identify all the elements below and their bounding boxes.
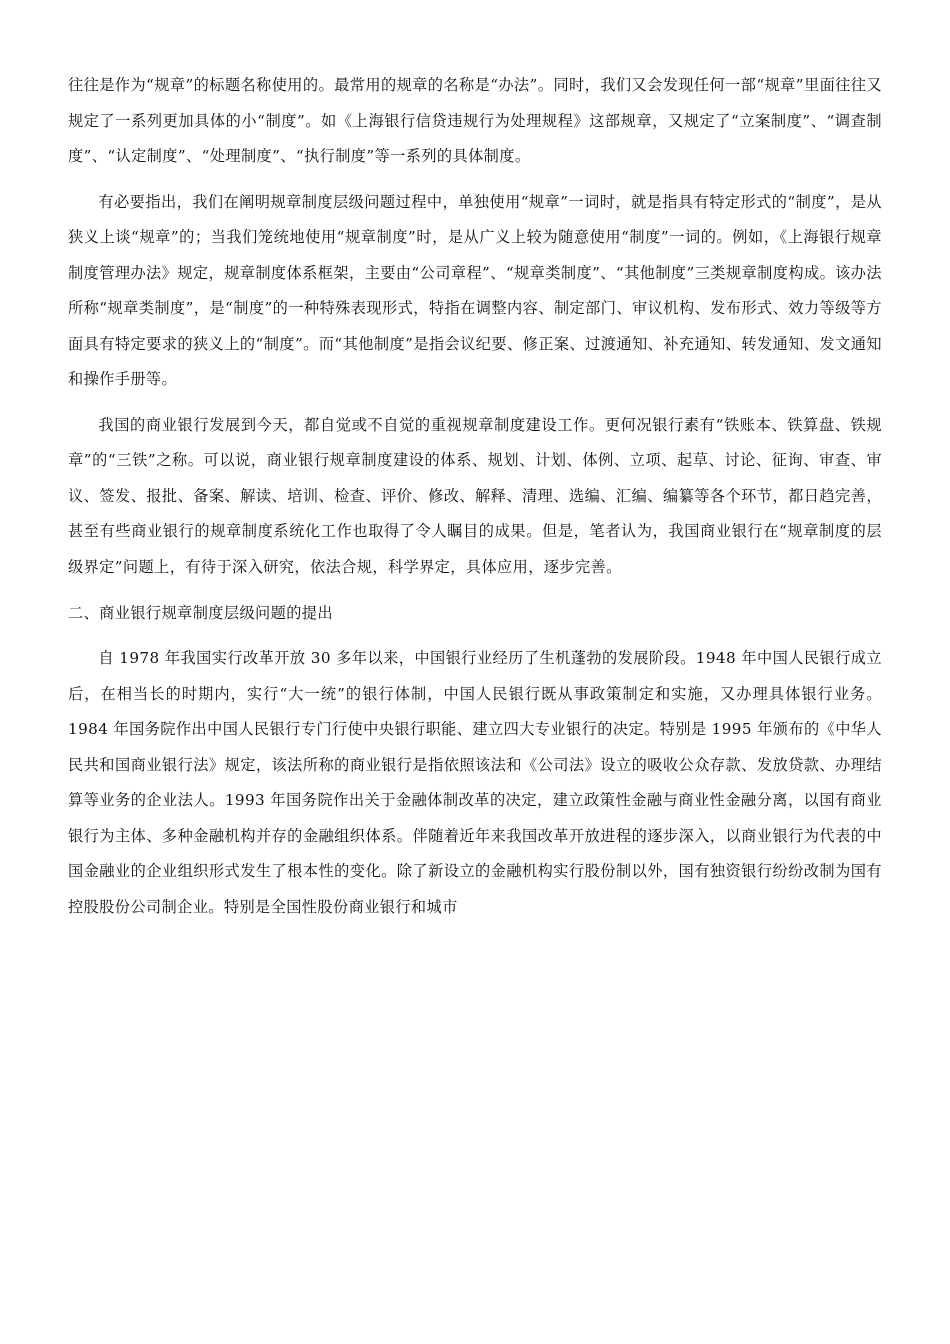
section-heading: 二、商业银行规章制度层级问题的提出 bbox=[68, 603, 333, 622]
paragraph-regulation-names: 往往是作为“规章”的标题名称使用的。最常用的规章的名称是“办法”。同时，我们又会发现任何一部“规章”里面往往又规定了一系列更加具体的小“制度”。如《上海银行信贷违规行为处理规程》这部规章，又规定了“立案制度”、“调查制度”、“认定制度”、“处理制度”、“执行制度”等一系列的具体制度。 bbox=[68, 76, 882, 165]
paragraph-regulation-definition: 有必要指出，我们在阐明规章制度层级问题过程中，单独使用“规章”一词时，就是指具有特定形式的“制度”，是从狭义上谈“规章”的；当我们笼统地使用“规章制度”时，是从广义上较为随意使用“制度”一词的。例如，《上海银行规章制度管理办法》规定，规章制度体系框架，主要由“公司章程”、“规章类制度”、“其他制度”三类规章制度构成。该办法所称“规章类制度”，是“制度”的一种特殊表现形式，特指在调整内容、制定部门、审议机构、发布形式、效力等级等方面具有特定要求的狭义上的“制度”。而“其他制度”是指会议纪要、修正案、过渡通知、补充通知、转发通知、发文通知和操作手册等。 bbox=[68, 192, 882, 389]
document-page bbox=[68, 68, 882, 935]
paragraph-banking-history: 自 1978 年我国实行改革开放 30 多年以来，中国银行业经历了生机蓬勃的发展阶段。1948 年中国人民银行成立后，在相当长的时期内，实行“大一统”的银行体制，中国人民银行既从事政策制定和实施，又办理具体银行业务。1984 年国务院作出中国人民银行专门行使中央银行职能、建立四大专业银行的决定。特别是 1995 年颁布的《中华人民共和国商业银行法》规定，该法所称的商业银行是指依照该法和《公司法》设立的吸收公众存款、发放贷款、办理结算等业务的企业法人。1993 年国务院作出关于金融体制改革的决定，建立政策性金融与商业性金融分离，以国有商业银行为主体、多种金融机构并存的金融组织体系。伴随着近年来我国改革开放进程的逐步深入，以商业银行为代表的中国金融业的企业组织形式发生了根本性的变化。除了新设立的金融机构实行股份制以外，国有独资银行纷纷改制为国有控股股份公司制企业。特别是全国性股份商业银行和城市 bbox=[68, 649, 882, 916]
paragraph-commercial-bank-development: 我国的商业银行发展到今天，都自觉或不自觉的重视规章制度建设工作。更何况银行素有“铁账本、铁算盘、铁规章”的“三铁”之称。可以说，商业银行规章制度建设的体系、规划、计划、体例、立项、起草、讨论、征询、审查、审议、签发、报批、备案、解读、培训、检查、评价、修改、解释、清理、选编、汇编、编纂等各个环节，都日趋完善，甚至有些商业银行的规章制度系统化工作也取得了令人瞩目的成果。但是，笔者认为，我国商业银行在“规章制度的层级界定”问题上，有待于深入研究，依法合规，科学界定，具体应用，逐步完善。 bbox=[68, 415, 882, 576]
